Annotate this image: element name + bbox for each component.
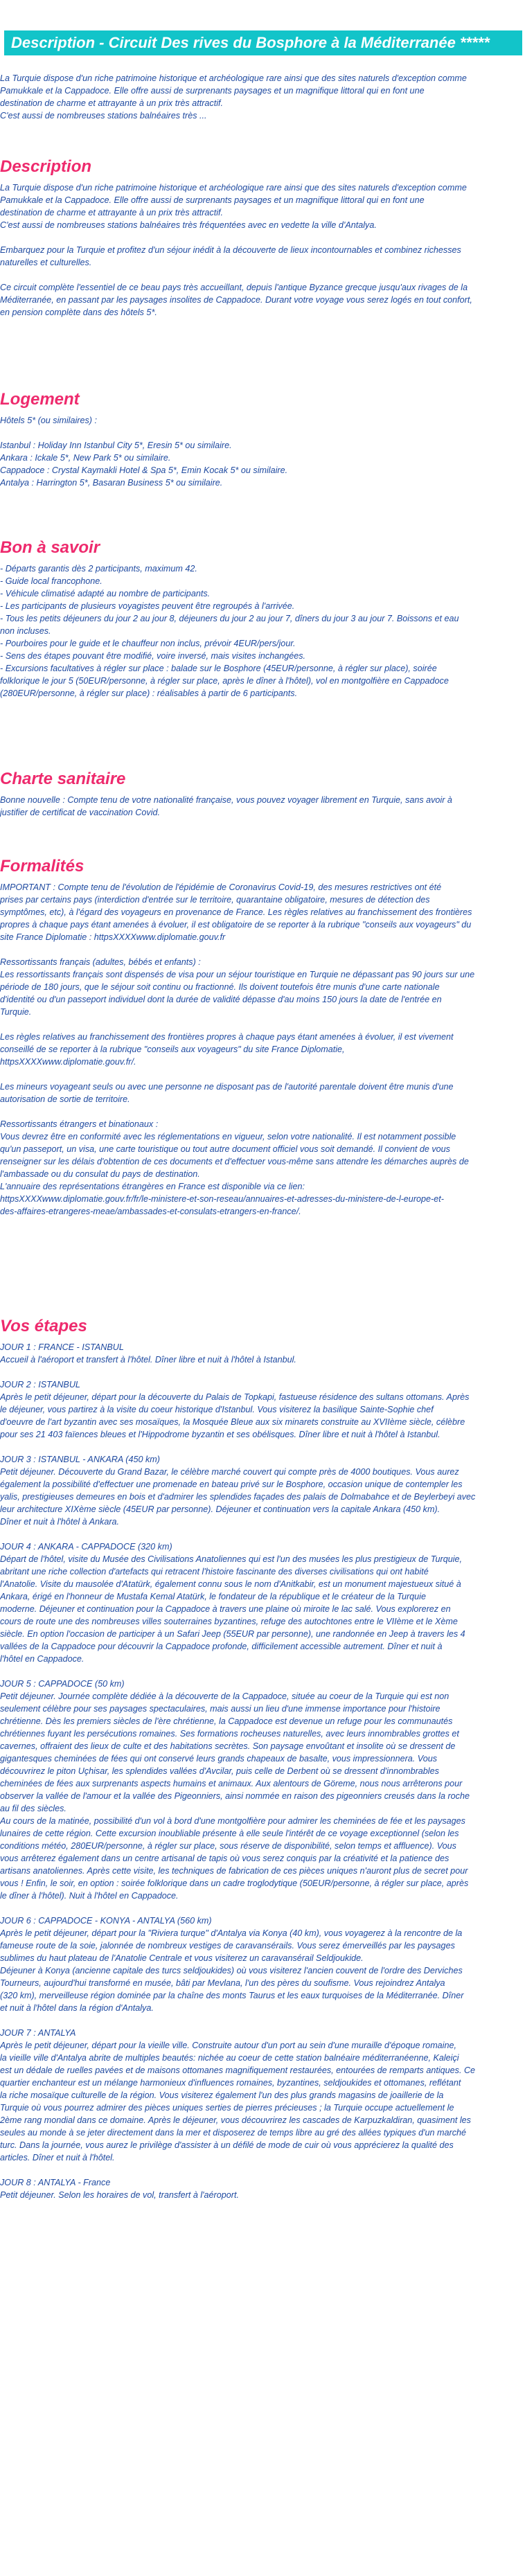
text-line: JOUR 1 : FRANCE - ISTANBUL xyxy=(0,1342,124,1352)
section-heading-block xyxy=(0,389,525,410)
text-block xyxy=(0,1341,525,2201)
text-line: cheminées de fées aux surprenants aspects humains et animaux. Aux alentours de Göreme, nous nous arrêterons pour xyxy=(0,1779,463,1788)
text-line: C'est aussi de nombreuses stations balnéaires très ... xyxy=(0,111,207,121)
text-line xyxy=(0,1665,525,1678)
text-line: Après le petit déjeuner, départ pour la découverte du Palais de Topkapi, fastueuse résidence des sultans ottomans. Après xyxy=(0,1392,470,1402)
text-line: JOUR 2 : ISTANBUL xyxy=(0,1380,80,1389)
text-line: JOUR 3 : ISTANBUL - ANKARA (450 km) xyxy=(0,1455,160,1464)
text-line: (280EUR/personne, à régler sur place) : réalisables à partir de 6 participants. xyxy=(0,689,298,698)
text-line: d'oeuvre de l'art byzantin avec ses mosaïques, la Mosquée Bleue aux six minarets construite au XVIIème siècle, célèbre xyxy=(0,1417,465,1427)
text-line: conditions météo, 280EUR/personne, à régler sur place, sous réserve de disponibilité, selon temps et affluence). Vous xyxy=(0,1841,456,1851)
text-line: httpsXXXXwww.diplomatie.gouv.fr/. xyxy=(0,1057,136,1067)
text-line: - Guide local francophone. xyxy=(0,576,103,586)
text-line: prises par certains pays (interdiction d'entrée sur le territoire, quarantaine obligatoire, mesures de détection des xyxy=(0,895,430,905)
text-line: Pamukkale et la Cappadoce. Elle offre aussi de surprenants paysages et un magnifique littoral qui en font une xyxy=(0,86,425,96)
text-line xyxy=(0,1902,525,1915)
text-line: - Pourboires pour le guide et le chauffeur non inclus, prévoir 4EUR/pers/jour. xyxy=(0,639,296,648)
text-line: Petit déjeuner. Journée complète dédiée à la découverte de la Cappadoce, située au coeur de la Turquie qui est non xyxy=(0,1691,450,1701)
text-line: JOUR 5 : CAPPADOCE (50 km) xyxy=(0,1679,125,1689)
section-heading-block xyxy=(0,769,525,790)
text-line: au fil des siècles. xyxy=(0,1804,66,1813)
text-line: Après le petit déjeuner, départ pour la vieille ville. Construite autour d'un port au sein d'une muraille d'époque romaine, xyxy=(0,2041,456,2050)
text-line xyxy=(0,427,525,439)
text-line xyxy=(0,1366,525,1378)
text-block xyxy=(0,72,525,122)
text-line: l'Anatolie. Visite du mausolée d'Atatürk, également connu sous le nom d'Anitkabir, est un monument majestueux situé à xyxy=(0,1579,461,1589)
text-line: seulement célèbre pour ses paysages spectaculaires, mais aussi un lieu d'une immense importance pour l'histoire xyxy=(0,1704,441,1714)
text-line: Hôtels 5* (ou similaires) : xyxy=(0,416,97,425)
text-line: l'hôtel en Cappadoce. xyxy=(0,1654,84,1664)
text-line: qu'un passeport, un visa, une carte touristique ou tout autre document officiel vous soit demandé. Il convient de vous xyxy=(0,1144,450,1154)
text-line: période de 180 jours, que le séjour soit continu ou fractionné. Ils doivent toutefois être munis d'une carte nationale xyxy=(0,982,440,992)
text-line: Ressortissants étrangers et binationaux : xyxy=(0,1119,159,1129)
text-line: Les ressortissants français sont dispensés de visa pour un séjour touristique en Turquie ne dépassant pas 90 jours sur une xyxy=(0,970,475,979)
text-line: non incluses. xyxy=(0,626,51,636)
text-line: Bonne nouvelle : Compte tenu de votre nationalité française, vous pouvez voyager librement en Turquie, sans avoir à xyxy=(0,795,452,805)
text-line: Cappadoce : Crystal Kaymakli Hotel & Spa 5*, Emin Kocak 5* ou similaire. xyxy=(0,465,288,475)
text-line: - Sens des étapes pouvant être modifié, voire inversé, mais visites inchangées. xyxy=(0,651,306,661)
section-heading: Charte sanitaire xyxy=(0,770,126,788)
text-line: vous ! Enfin, le soir, en option : soirée folklorique dans un cadre troglodytique (50EUR/personne, à régler sur place, après xyxy=(0,1878,469,1888)
text-line: L'annuaire des représentations étrangères en France est disponible via ce lien: xyxy=(0,1182,305,1191)
text-line: turc. Dans la journée, vous aurez le privilège d'assister à un défilé de mode de cuir où vous apprécierez la qualité des xyxy=(0,2140,454,2150)
text-line: JOUR 8 : ANTALYA - France xyxy=(0,2178,111,2187)
text-line: La Turquie dispose d'un riche patrimoine historique et archéologique rare ainsi que des sites naturels d'exception comme xyxy=(0,183,467,193)
text-line: fameuse route de la soie, jalonnée de nombreux vestiges de caravansérails. Vous serez émerveillés par les paysages xyxy=(0,1941,455,1951)
text-line: l'ambassade ou du consulat du pays de destination. xyxy=(0,1169,200,1179)
text-block xyxy=(0,881,525,1218)
text-line: Petit déjeuner. Découverte du Grand Bazar, le célèbre marché couvert qui compte près de 4000 boutiques. Vous aurez xyxy=(0,1467,459,1477)
text-line: Au cours de la matinée, possibilité d'un vol à bord d'une montgolfière pour admirer les cheminées de fée et les paysages xyxy=(0,1816,465,1826)
section-heading-block xyxy=(0,538,525,558)
text-line xyxy=(0,2014,525,2027)
text-line: yalis, prestigieuses demeures en bois et d'admirer les splendides façades des palais de Dolmabahce et de Beylerbeyi avec xyxy=(0,1492,476,1502)
text-line: Départ de l'hôtel, visite du Musée des Civilisations Anatoliennes qui est l'un des musées les plus prestigieux de Turquie, xyxy=(0,1554,463,1564)
text-line: le dîner à l'hôtel). Nuit à l'hôtel en Cappadoce. xyxy=(0,1891,179,1901)
text-line: le déjeuner, vous partirez à la visite du coeur historique d'Istanbul. Vous visiterez la basilique Sainte-Sophie chef xyxy=(0,1405,434,1414)
text-line: propres à chaque pays étant amenées à évoluer, il est obligatoire de se reporter à la rubrique "conseils aux voyageurs" du xyxy=(0,920,472,930)
text-line: Les mineurs voyageant seuls ou avec une personne ne disposant pas de l'autorité parentale doivent être munis d'une xyxy=(0,1082,454,1092)
text-line: chrétienne. Dès les premiers siècles de l'ère chrétienne, la Cappadoce est devenue un refuge pour les communautés xyxy=(0,1716,453,1726)
text-line xyxy=(0,1528,525,1540)
text-line: la vieille ville d'Antalya abrite de multiples beautés: nichée au coeur de cette station balnéaire méditerranéenne, Kaleiçi xyxy=(0,2053,459,2063)
text-line: lunaires de cette région. Cette excursion inoubliable présente à elle seule l'intérêt de ce voyage exceptionnel (selon les xyxy=(0,1829,459,1838)
text-line: Pamukkale et la Cappadoce. Elle offre aussi de surprenants paysages et un magnifique littoral qui en font une xyxy=(0,195,425,205)
text-line: également la possibilité d'effectuer une promenade en bateau privé sur le Bosphore, occasion unique de contempler les xyxy=(0,1480,463,1489)
text-line: renseigner sur les délais d'obtention de ces documents et d'effectuer vous-même sans attendre les démarches auprès de xyxy=(0,1157,469,1166)
text-line: pour ses 21 403 faïences bleues et l'Hippodrome byzantin et ses obélisques. Dîner libre et nuit à l'hôtel à Istanbul. xyxy=(0,1430,441,1439)
text-line: d'identité ou d'un passeport individuel dont la durée de validité dépasse d'au moins 150 jours la date de l'entrée en xyxy=(0,995,442,1004)
text-line: des-affaires-etrangeres-meae/ambassades-et-consulats-etrangers-en-france/. xyxy=(0,1207,301,1216)
text-line: artisans anatoliennes. Après cette visite, les techniques de fabrication de ces pièces uniques n'auront plus de secret pour xyxy=(0,1866,468,1876)
text-line: - Départs garantis dès 2 participants, maximum 42. xyxy=(0,564,197,574)
text-line: seules au monde à se jeter directement dans la mer et disposerez de temps libre au gré des allées typiques d'un marché xyxy=(0,2128,467,2138)
text-line: Embarquez pour la Turquie et profitez d'un séjour inédit à la découverte de lieux incontournables et combinez richesses xyxy=(0,245,461,255)
section-heading-block xyxy=(0,856,525,877)
text-line: Ankara, érigé en l'honneur de Mustafa Kemal Atatürk, le fondateur de la république et le créateur de la Turquie xyxy=(0,1592,426,1601)
section-heading: Formalités xyxy=(0,857,84,876)
text-line: Turquie où vous pourrez admirer des pièces uniques serties de pierres précieuses ; la Turquie occupe actuellement le xyxy=(0,2103,454,2113)
text-line: Ce circuit complète l'essentiel de ce beau pays très accueillant, depuis l'antique Byzance grecque jusqu'aux rivages de la xyxy=(0,283,468,292)
text-line: justifier de certificat de vaccination Covid. xyxy=(0,808,160,817)
text-block xyxy=(0,414,525,489)
text-line: sublimes du haut plateau de l'Anatolie Centrale et vous visiterez un caravansérail Seldjoukide. xyxy=(0,1953,364,1963)
text-line: naturelles et culturelles. xyxy=(0,258,92,267)
text-line: La Turquie dispose d'un riche patrimoine historique et archéologique rare ainsi que des sites naturels d'exception comme xyxy=(0,73,467,83)
text-line: Méditerranée, en passant par les paysages insolites de Cappadoce. Durant votre voyage vous serez logés en tout confort, xyxy=(0,295,472,305)
section-heading: Logement xyxy=(0,390,80,409)
text-line: destination de charme et attrayante à un prix très attractif. xyxy=(0,98,224,108)
text-block xyxy=(0,562,525,700)
title-bar xyxy=(4,30,522,55)
text-block xyxy=(0,794,525,819)
text-line: quartier enchanteur est un mélange harmonieux d'influences romaines, byzantines, seldjoukides et ottomanes, reflétant xyxy=(0,2078,461,2088)
text-line: Après le petit déjeuner, départ pour la "Riviera turque" d'Antalya via Konya (40 km), vous voyagerez à la rencontre de la xyxy=(0,1928,463,1938)
text-line xyxy=(0,1018,525,1031)
text-line: JOUR 6 : CAPPADOCE - KONYA - ANTALYA (560 km) xyxy=(0,1916,212,1926)
text-line: vous arrêterez également dans un centre artisanal de tapis où vous serez conquis par la créativité et la patience des xyxy=(0,1854,450,1863)
text-line: Antalya : Harrington 5*, Basaran Business 5* ou similaire. xyxy=(0,478,223,488)
text-line: la riche mosaïque culturelle de la région. Vous visiterez également l'un des plus grands magasins de joaillerie de la xyxy=(0,2090,444,2100)
text-line: Tourneurs, aujourd'hui transformé en musée, bâti par Mevlana, l'un des pères du soufisme. Vous rejoindrez Antalya xyxy=(0,1978,445,1988)
text-line: Istanbul : Holiday Inn Istanbul City 5*, Eresin 5* ou similaire. xyxy=(0,441,232,450)
text-line: chrétiennes fuyant les persécutions romaines. Ses formations rocheuses naturelles, avec leurs innombrables grottes et xyxy=(0,1729,459,1739)
text-line: vallées de la Cappadoce pour découvrir la Cappadoce profonde, difficilement accessible autrement. Dîner et nuit à xyxy=(0,1642,443,1651)
text-line: - Les participants de plusieurs voyagistes peuvent être regroupés à l'arrivée. xyxy=(0,601,295,611)
text-line xyxy=(0,1068,525,1081)
text-line: IMPORTANT : Compte tenu de l'évolution de l'épidémie de Coronavirus Covid-19, des mesures restrictives ont été xyxy=(0,882,442,892)
section-heading: Vos étapes xyxy=(0,1317,87,1335)
section-heading-block xyxy=(0,157,525,177)
text-line xyxy=(0,269,525,281)
section-heading: Description xyxy=(0,157,92,176)
page-title: Description - Circuit Des rives du Bosphore à la Méditerranée ***** xyxy=(11,34,490,51)
text-line: (320 km), merveilleuse région dominée par la chaîne des monts Taurus et les eaux turquoises de la Méditerranée. Dîner xyxy=(0,1991,464,2000)
text-line: moderne. Déjeuner et continuation pour la Cappadoce à travers une plaine où miroite le lac salé. Vous explorerez en xyxy=(0,1604,451,1614)
text-line: httpsXXXXwww.diplomatie.gouv.fr/fr/le-ministere-et-son-reseau/annuaires-et-adresses-du-ministere-de-l-europe-et- xyxy=(0,1194,444,1204)
text-line: est un dédale de ruelles pavées et de maisons ottomanes magnifiquement restaurées, entourées de remparts antiques. Ce xyxy=(0,2066,476,2075)
text-line: Accueil à l'aéroport et transfert à l'hôtel. Dîner libre et nuit à l'hôtel à Istanbul. xyxy=(0,1355,296,1365)
text-line xyxy=(0,943,525,956)
text-line: articles. Dîner et nuit à l'hôtel. xyxy=(0,2153,115,2162)
text-line: folklorique le jour 5 (50EUR/personne, à régler sur place, après le dîner à l'hôtel), vol en montgolfière en Cappadoce xyxy=(0,676,449,686)
text-line: observer la vallée de l'amour et la vallée des Pigeonniers, ainsi nommée en raison des pigeonniers creusés dans la roche xyxy=(0,1791,470,1801)
text-line: autorisation de sortie de territoire. xyxy=(0,1094,130,1104)
text-line: - Tous les petits déjeuners du jour 2 au jour 8, déjeuners du jour 2 au jour 7, dîners du jour 3 au jour 7. Boissons et eau xyxy=(0,614,459,623)
text-line: Dîner et nuit à l'hôtel à Ankara. xyxy=(0,1517,120,1527)
text-line: Ankara : Ickale 5*, New Park 5* ou similaire. xyxy=(0,453,171,463)
text-line: conseillé de se reporter à la rubrique "conseils aux voyageurs" du site France Diplomatie, xyxy=(0,1045,345,1054)
text-line xyxy=(0,231,525,244)
text-line: symptômes, etc), à l'égard des voyageurs en provenance de France. Les règles relatives au franchissement des frontières xyxy=(0,907,472,917)
text-line: Vous devrez être en conformité avec les réglementations en vigueur, selon votre nationalité. Il est notamment possible xyxy=(0,1132,456,1142)
text-line: Petit déjeuner. Selon les horaires de vol, transfert à l'aéroport. xyxy=(0,2190,239,2200)
text-block xyxy=(0,181,525,319)
text-line: - Excursions facultatives à régler sur place : balade sur le Bosphore (45EUR/personne, à régler sur place), soirée xyxy=(0,664,437,673)
text-line xyxy=(0,2164,525,2176)
text-line: site France Diplomatie : httpsXXXXwww.diplomatie.gouv.fr xyxy=(0,932,226,942)
text-line: Turquie. xyxy=(0,1007,32,1017)
text-line: Déjeuner à Konya (ancienne capitale des turcs seldjoukides) où vous visiterez l'ancien couvent de l'ordre des Derviches xyxy=(0,1966,463,1975)
text-line: découvrirez le piton Uçhisar, les splendides vallées d'Avcilar, puis celle de Derbent où se dressent d'innombrables xyxy=(0,1766,439,1776)
text-line: en pension complète dans des hôtels 5*. xyxy=(0,308,157,317)
text-line: Ressortissants français (adultes, bébés et enfants) : xyxy=(0,957,201,967)
text-line: siècle. En option l'occasion de participer à un Safari Jeep (55EUR par personne), une randonnée en Jeep à travers les 4 xyxy=(0,1629,465,1639)
text-line: JOUR 4 : ANKARA - CAPPADOCE (320 km) xyxy=(0,1542,172,1552)
text-line: Les règles relatives au franchissement des frontières propres à chaque pays étant amenées à évoluer, il est vivement xyxy=(0,1032,454,1042)
section-heading-block xyxy=(0,1316,525,1337)
text-line: destination de charme et attrayante à un prix très attractif. xyxy=(0,208,224,217)
text-line: C'est aussi de nombreuses stations balnéaires très fréquentées avec en vedette la ville d'Antalya. xyxy=(0,220,377,230)
text-line: - Véhicule climatisé adapté au nombre de participants. xyxy=(0,589,211,598)
text-line: 2ème rang mondial dans ce domaine. Après le déjeuner, vous découvrirez les cascades de Karpuzkaldiran, quasiment les xyxy=(0,2115,471,2125)
text-line: gigantesques cheminées de fées qui ont conservé leurs grands chapeaux de basalte, vous impressionnera. Vous xyxy=(0,1754,438,1764)
text-line: cours de route une des nombreuses villes souterraines byzantines, refuge des autochtones entre le VIIème et le Xème xyxy=(0,1617,458,1626)
text-line: abritant une riche collection d'artefacts qui retracent l'histoire fascinante des diverses civilisations qui ont habité xyxy=(0,1567,429,1576)
text-line: cavernes, offraient des lieux de culte et des habitations secrètes. Son paysage envoûtant et insolite où se dressent de xyxy=(0,1741,456,1751)
text-line xyxy=(0,1105,525,1118)
text-line xyxy=(0,1441,525,1453)
section-heading: Bon à savoir xyxy=(0,538,100,557)
text-line: leur architecture XIXème siècle (45EUR par personne). Déjeuner et continuation vers la capitale Ankara (450 km). xyxy=(0,1504,441,1514)
text-line: JOUR 7 : ANTALYA xyxy=(0,2028,76,2038)
text-line: et nuit à l'hôtel dans la région d'Antalya. xyxy=(0,2003,154,2013)
